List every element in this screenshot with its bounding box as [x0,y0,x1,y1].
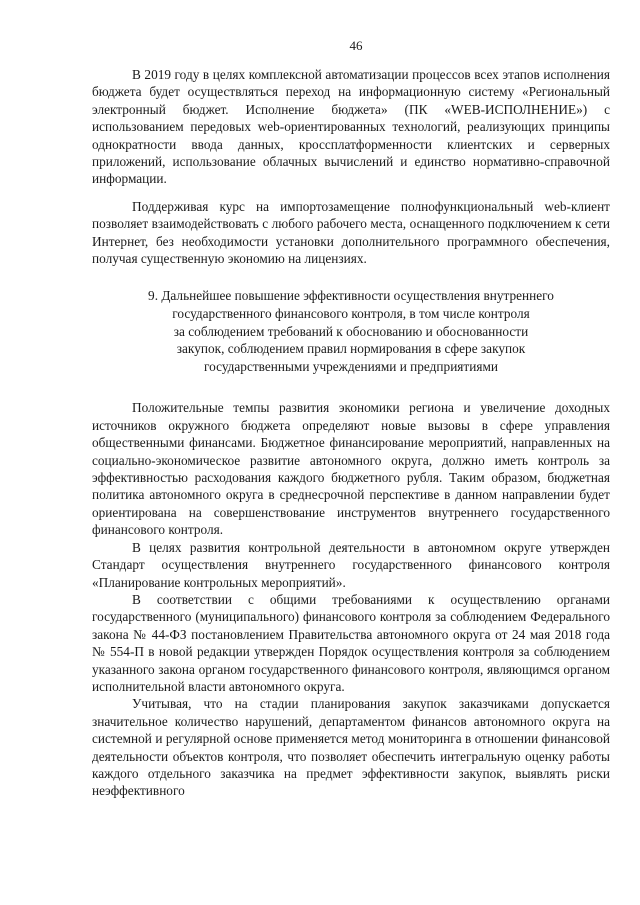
paragraph-44fz-procedure: В соответствии с общими требованиями к осуществлению органами государственного (муниципального) финансового контроля за соблюдением Федерального закона № 44-ФЗ постановлением Правительства автономного округа от 24 мая 2018 года № 554-П в новой редакции утвержден Порядок осуществления контроля за соблюдением указанного закона органом государственного финансового контроля, являющимся органом исполнительной власти автономного округа. [92,591,610,694]
paragraph-monitoring: Учитывая, что на стадии планирования закупок заказчиками допускается значительное количество нарушений, департаментом финансов автономного округа на системной и регулярной основе применяется метод мониторинга в отношении финансовой деятельности объектов контроля, что позволяет обеспечить интегральную оценку работы каждого отдельного заказчика на предмет эффективности закупок, выявлять риски неэффективного [92,696,610,799]
heading-line: 9. Дальнейшее повышение эффективности осуществления внутреннего [148,288,554,304]
heading-line: за соблюдением требований к обоснованию и обоснованности [173,323,529,339]
heading-line: государственными учреждениями и предприятиями [204,358,498,374]
heading-line: государственного финансового контроля, в том числе контроля [172,306,530,322]
paragraph-import-substitution: Поддерживая курс на импортозамещение полнофункциональный web-клиент позволяет взаимодействовать с любого рабочего места, оснащенного подключением к сети Интернет, без необходимости установки дополнительного программного обеспечения, получая существенную экономию на лицензиях. [92,198,610,267]
heading-line: закупок, соблюдением правил нормирования в сфере закупок [176,341,526,357]
section-heading [92,287,610,375]
page-number: 46 [349,38,363,53]
paragraph-web-ispolnenie: В 2019 году в целях комплексной автоматизации процессов всех этапов исполнения бюджета будет осуществляться переход на информационную систему «Региональный электронный бюджет. Исполнение бюджета» (ПК «WEB-ИСПОЛНЕНИЕ») с использованием передовых web-ориентированных технологий, реализующих принципы однократности ввода данных, кроссплатформенности клиентских и серверных приложений, использование облачных вычислений и единство нормативно-справочной информации. [92,67,610,187]
paragraph-control-standard: В целях развития контрольной деятельности в автономном округе утвержден Стандарт осуществления внутреннего государственного финансового контроля «Планирование контрольных мероприятий». [92,539,610,590]
paragraph-economic-growth: Положительные темпы развития экономики региона и увеличение доходных источников окружного бюджета определяют новые вызовы в сфере управления общественными финансами. Бюджетное финансирование мероприятий, направленных на социально-экономическое развитие автономного округа, должно иметь контроль за эффективностью расходования каждого бюджетного рубля. Таким образом, бюджетная политика автономного округа в среднесрочной перспективе в данном направлении будет ориентирована на совершенствование инструментов внутреннего государственного финансового контроля. [92,400,610,538]
